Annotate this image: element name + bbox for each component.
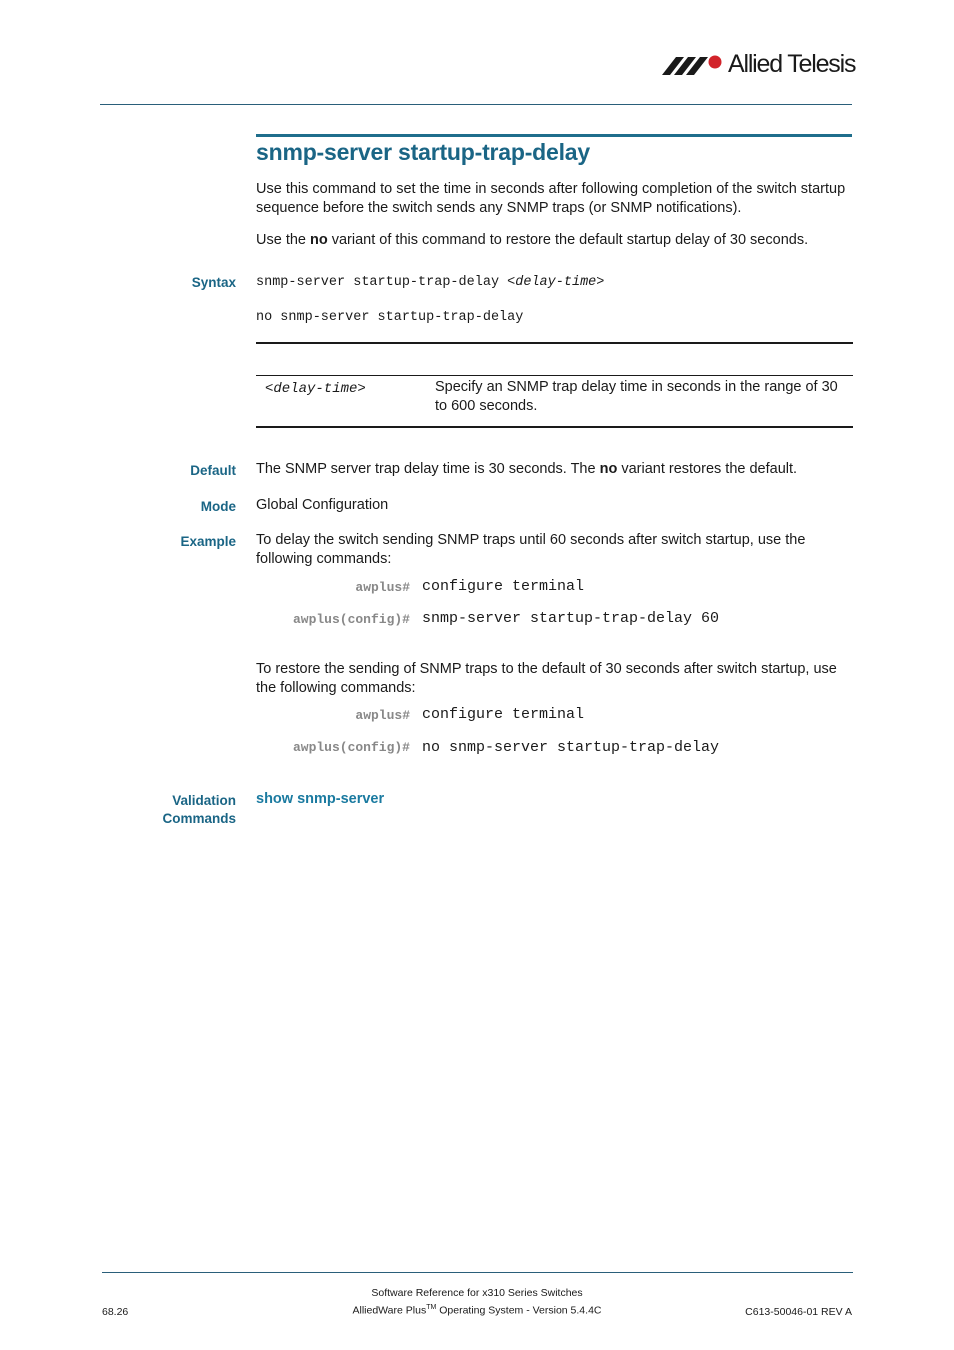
example-intro-2: To restore the sending of SNMP traps to the default of 30 seconds after switch startup, use the following commands: (256, 661, 837, 696)
footer-version (300, 1304, 654, 1317)
intro-p2-bold: no (310, 232, 328, 248)
intro-p2-pre: Use the (256, 232, 310, 248)
syntax-heading: Syntax (191, 275, 236, 290)
no-variant-paragraph (256, 231, 856, 250)
default-heading: Default (190, 463, 236, 478)
param-name: <delay-time> (265, 381, 366, 397)
mode-text: Global Configuration (256, 497, 389, 513)
logo-mark-icon (662, 53, 724, 79)
example-heading: Example (180, 534, 236, 549)
cli-command: no snmp-server startup-trap-delay (422, 739, 720, 756)
syntax-parameter: <delay-time> (507, 275, 605, 290)
validation-heading (162, 792, 236, 828)
example-intro-1: To delay the switch sending SNMP traps until 60 seconds after switch startup, use the following commands: (256, 532, 806, 567)
document-id: C613-50046-01 REV A (745, 1306, 852, 1318)
footer-rule (102, 1272, 853, 1273)
table-top-rule (256, 342, 853, 344)
default-text-bold: no (599, 461, 618, 477)
footer-product: AlliedWare Plus (352, 1304, 427, 1317)
logo-text: Allied Telesis (728, 50, 856, 78)
show-snmp-server-link[interactable]: show snmp-server (256, 791, 385, 807)
syntax-line-1 (256, 275, 604, 290)
cli-prompt: awplus# (355, 708, 410, 723)
title-bar (256, 134, 852, 137)
intro-paragraph: Use this command to set the time in seconds after following completion of the switch startup sequence before the switch sends any SNMP traps (or SNMP notifications). (256, 181, 846, 216)
header-rule (100, 104, 852, 105)
validation-heading-line-1: Validation (172, 793, 236, 808)
footer-title: Software Reference for x310 Series Switches (371, 1287, 583, 1299)
default-text-pre: The SNMP server trap delay time is 30 seconds. The (256, 461, 600, 477)
syntax-command: snmp-server startup-trap-delay (256, 275, 508, 290)
cli-prompt: awplus(config)# (292, 740, 410, 755)
page-title: snmp-server startup-trap-delay (256, 139, 590, 165)
trademark-mark: TM (426, 1304, 437, 1311)
allied-telesis-logo (662, 50, 854, 80)
table-bottom-rule (256, 426, 853, 428)
footer-version-text: Operating System - Version 5.4.4C (436, 1304, 602, 1317)
cli-prompt: awplus(config)# (292, 612, 410, 627)
cli-command: configure terminal (422, 706, 585, 723)
cli-prompt: awplus# (355, 580, 410, 595)
cli-command: snmp-server startup-trap-delay 60 (422, 610, 720, 627)
validation-heading-line-2: Commands (162, 811, 236, 826)
cli-command: configure terminal (422, 578, 585, 595)
intro-p2-post: variant of this command to restore the default startup delay of 30 seconds. (327, 232, 809, 248)
param-description: Specify an SNMP trap delay time in seconds in the range of 30 to 600 seconds. (435, 379, 838, 414)
table-header-rule (256, 375, 853, 376)
default-text (256, 460, 856, 479)
page-number: 68.26 (102, 1306, 129, 1318)
syntax-line-2: no snmp-server startup-trap-delay (256, 310, 524, 325)
mode-heading: Mode (200, 499, 236, 514)
default-text-post: variant restores the default. (617, 461, 798, 477)
